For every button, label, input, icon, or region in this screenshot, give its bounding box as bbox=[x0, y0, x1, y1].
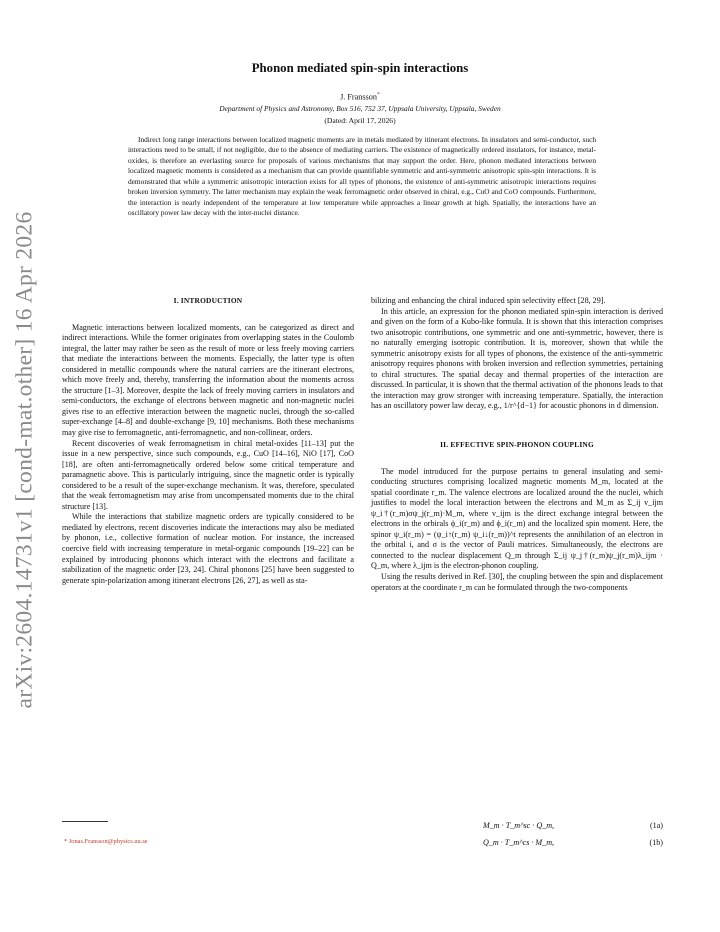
paper-title: Phonon mediated spin-spin interactions bbox=[251, 61, 469, 75]
right-column bbox=[371, 296, 663, 593]
intro-paragraph-2: Recent discoveries of weak ferromagnetism in chiral metal-oxides [11–13] put the issue in a new perspective, since such compounds, e.g., CuO [14–16], NiO [17], CoO [18], are often anti-ferromagnetically ordered below some critical temperature and paramagnetic above. This is particularly intriguing, since the magnetic order is typically considered to be a result of the super-exchange mechanism. It was, therefore, speculated that the weak ferromagnetism may arise from uncompensated moments due to the chiral structure [13]. bbox=[62, 438, 354, 511]
author-name: J. Fransson bbox=[340, 92, 377, 102]
date-line: (Dated: April 17, 2026) bbox=[324, 116, 396, 125]
abstract: Indirect long range interactions between localized magnetic moments are in metals mediated by itinerant electrons. In insulators and semi-conductor, such interactions need to be small, if not negligible, due to the absence of mediating carriers. The existence of magnetically ordered insulators, for instance, metal-oxides, is therefore an everlasting source for proposals of various mechanisms that may support the order. Here, phonon mediated interactions between localized magnetic moments is considered as a mechanism that can provide quantifiable symmetric and anti-symmetric anisotropic spin-spin interactions. It is demonstrated that while a symmetric anisotropic interaction exists for all types of phonons, the existence of anti-symmetric anisotropic interactions requires broken inversion symmetry. The latter mechanism may explain the weak ferromagnetic order observed in chiral, e.g., CuO and CoO compounds. Furthermore, the interaction is nearly independent of the temperature at low temperature while approaches a linear growth at high. Spatially, the interactions have an oscillatory power law decay with the inter-nuclei distance. bbox=[128, 135, 596, 218]
section-heading-coupling: II. EFFECTIVE SPIN-PHONON COUPLING bbox=[440, 440, 594, 450]
intro-paragraph-4: bilizing and enhancing the chiral induced spin selectivity effect [28, 29]. bbox=[371, 296, 606, 305]
intro-paragraph-5: In this article, an expression for the phonon mediated spin-spin interaction is derived and given on the form of a Kubo-like formula. It is shown that this interaction comprises two anisotropic contributions, one symmetric and one anti-symmetric, however, there is no naturally emerging isotropic contribution. It is, moreover, shown that while the symmetric anisotropy exists for all types of phonons, the existence of the anti-symmetric anisotropy requires phonons with broken inversion and reflection symmetries, pertaining to chiral structures. The spatial decay and thermal properties of the interaction are discussed. In particular, it is shown that the thermal activation of the phonons leads to that the interaction may grow stronger with increasing temperature. Spatially, the interaction has an oscillatory power law decay, e.g., 1/r^{d−1} for acoustic phonons in d dimension. bbox=[371, 306, 663, 411]
left-column bbox=[62, 296, 354, 586]
coupling-paragraph-2: Using the results derived in Ref. [30], the coupling between the spin and displacement operators at the coordinate r_m can be formulated through the two-components bbox=[371, 572, 663, 592]
equation-1a-number: (1a) bbox=[649, 821, 663, 830]
author-footnote-mark[interactable]: * bbox=[376, 92, 380, 98]
intro-paragraph-3: While the interactions that stabilize magnetic orders are typically considered to be mediated by electrons, recent discoveries indicate the interactions may also be mediated by phonon, i.e., collective formation of nuclear motion. For instance, the increased coercive field with increasing temperature in metal-organic compounds [19–22] can be explained by introducing phonons which interact with the electrons and facilitate a stabilization of the magnetic order [23, 24]. Chiral phonons [25] have been suggested to generate spin-polarization among itinerant electrons [26, 27], as well as sta- bbox=[62, 512, 354, 585]
footnote-email[interactable]: * Jonas.Fransson@physics.uu.se bbox=[64, 838, 148, 845]
arxiv-identifier: arXiv:2604.14731v1 [cond-mat.other] 16 Apr 2026 bbox=[11, 211, 38, 709]
footnote-rule bbox=[62, 821, 108, 822]
intro-paragraph-1: Magnetic interactions between localized moments, can be categorized as direct and indirect interactions. While the former originates from overlapping states in the Coulomb integral, the latter may rather be seen as the result of more or less freely moving carriers that mediate the interactions between the moments. Especially, the latter type is often considered in metallic compounds where the natural carriers are the itinerant electrons, which move freely and, thereby, transferring the information about the moments across the structure [1–3]. Moreover, despite the lack of freely moving carriers in insulators and semi-conductors, the exchange of electrons between magnetic and non-magnetic nuclei gives rise to an effective interaction between the magnetic nuclei, through the so-called super-exchange [4–8] and double-exchange [9, 10] mechanisms. Both these mechanisms may give rise to ferromagnetic, anti-ferromagnetic, and non-collinear, orders. bbox=[62, 322, 354, 438]
equation-1a-expression: M_m · T_m^sc · Q_m, bbox=[483, 821, 555, 830]
affiliation: Department of Physics and Astronomy, Box 516, 752 37, Uppsala University, Uppsala, Sweden bbox=[219, 104, 501, 113]
arxiv-sidebar-stamp bbox=[10, 211, 40, 709]
section-heading-introduction: I. INTRODUCTION bbox=[173, 296, 243, 305]
equation-1b-expression: Q_m · T_m^cs · M_m, bbox=[483, 838, 555, 847]
author-line bbox=[0, 92, 720, 102]
equation-1b-number: (1b) bbox=[649, 838, 663, 847]
coupling-paragraph-1: The model introduced for the purpose pertains to general insulating and semi-conducting structures comprising localized magnetic moments M_m, located at the spatial coordinate r_m. The valence electrons are localized around the the nuclei, which justifies to model the local interaction between the electrons and M_m as Σ_ij v_ijm ψ_i†(r_m)σψ_j(r_m)·M_m, where v_ijm is the direct exchange integral between the electrons in the orbirals ϕ_i(r_m) and ϕ_i(r_m) and the localized spin moment. Here, the spinor ψ_i(r_m) = (ψ_i↑(r_m) ψ_i↓(r_m))^t represents the annihilation of an electron in the orbital i, and σ is the vector of Pauli matrices. Simultaneously, the electrons are connected to the nuclear displacement Q_m through Σ_ij ψ_j†(r_m)ψ_j(r_m)λ_ijm · Q_m, where λ_ijm is the electron-phonon coupling. bbox=[371, 466, 663, 571]
